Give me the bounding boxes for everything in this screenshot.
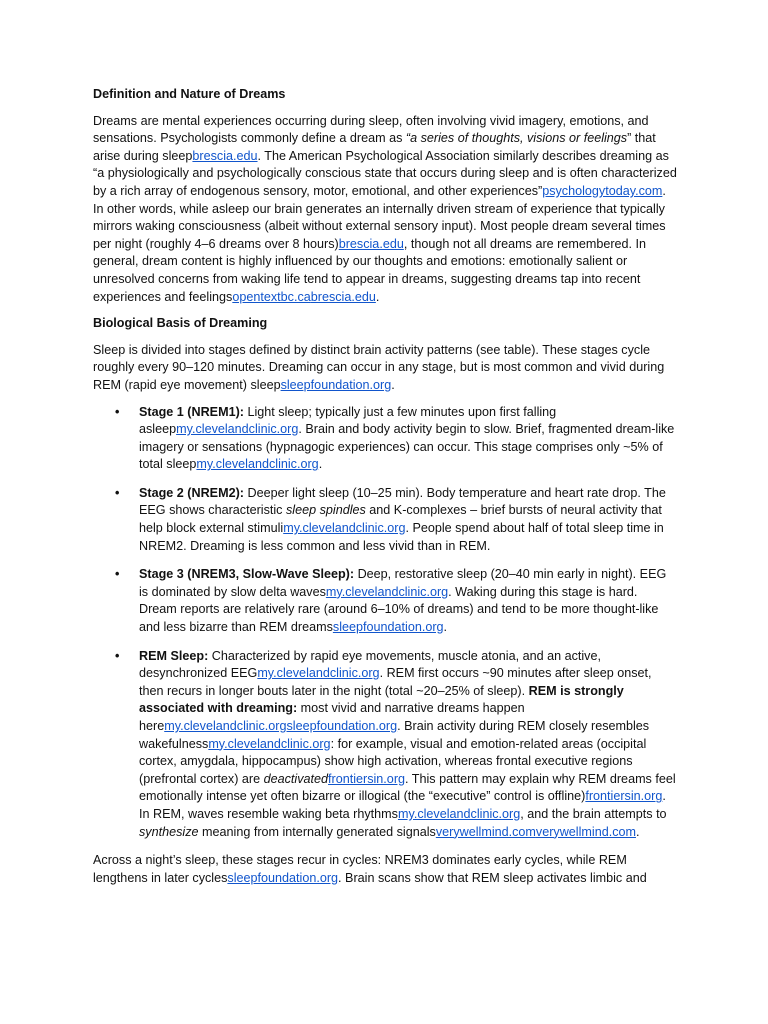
text-run: .: [318, 457, 323, 472]
text-run: most vivid and narrative dreams happen here: [139, 701, 525, 733]
citation-link-clevelandclinic[interactable]: my.clevelandclinic.org: [283, 521, 406, 536]
citation-link-clevelandclinic[interactable]: my.clevelandclinic.org: [176, 422, 299, 437]
citation-link-sleepfoundation[interactable]: sleepfoundation.org: [332, 620, 444, 635]
text-run: Deeper light sleep (10–25 min). Body temperature and heart rate drop. The EEG shows characteristic: [139, 485, 666, 518]
citation-link-brescia[interactable]: brescia.edu: [310, 289, 376, 304]
stage-label: Stage 1 (NREM1):: [139, 404, 244, 419]
text-run: .: [636, 824, 640, 839]
citation-link-psychologytoday[interactable]: psychologytoday.com: [542, 183, 663, 198]
text-run: and K-complexes – brief bursts of neural activity that help block external stimuli: [139, 503, 662, 536]
citation-link-clevelandclinic[interactable]: my.clevelandclinic.org: [397, 806, 521, 821]
text-run: . This pattern may explain why REM dreams feel emotionally intense yet often bizarre or illogical (the “executive” control is offline): [139, 771, 676, 804]
citation-link-sleepfoundation[interactable]: sleepfoundation.org: [286, 719, 398, 733]
stage-label: Stage 2 (NREM2):: [139, 485, 244, 500]
citation-link-clevelandclinic[interactable]: my.clevelandclinic.org: [257, 666, 380, 681]
text-run: . The American Psychological Association similarly describes dreaming as “a physiologically and psychologically conscious state that occurs during sleep and is often characterized by a rich array of endogenous sensory, motor, emotional, and other experiences”: [93, 148, 677, 198]
text-run: .: [375, 289, 380, 304]
list-item-stage3: [139, 566, 677, 636]
italic-term: sleep spindles: [285, 503, 366, 518]
text-run: , though not all dreams are remembered. In general, dream content is highly influenced by our thoughts and emotions: emotionally salient or unresolved concerns from waking life tend to appear in dreams, suggesting dreams tap into recent experiences and feelings: [93, 236, 647, 304]
text-run: . Waking during this stage is hard. Dream reports are relatively rare (around 6–10% of dreams) and tend to be more thought-like and less bizarre than REM dreams: [139, 584, 659, 635]
text-run: . REM first occurs ~90 minutes after sleep onset, then recurs in longer bouts later in the night (total ~20–25% of sleep).: [139, 666, 652, 698]
text-run: , and the brain attempts to: [520, 806, 667, 821]
citation-link-sleepfoundation[interactable]: sleepfoundation.org: [280, 377, 392, 392]
paragraph-sleep-stages-intro: [93, 342, 677, 395]
italic-quote: “a series of thoughts, visions or feelings: [405, 131, 628, 146]
text-run: . In other words, while asleep our brain generates an internally driven stream of experience that typically mirrors waking consciousness (albeit without external sensory input). Most people dream several times per night (roughly 4–6 dreams over 8 hours): [93, 183, 666, 251]
citation-link-frontiersin[interactable]: frontiersin.org: [328, 771, 406, 786]
citation-link-clevelandclinic[interactable]: my.clevelandclinic.org: [196, 457, 319, 472]
text-run: Light sleep; typically just a few minutes upon first falling asleep: [139, 404, 557, 437]
text-run: . Brain and body activity begin to slow. Brief, fragmented dream-like imagery or sensations (hypnagogic experiences) can occur. This stage comprises only ~5% of total sleep: [139, 422, 675, 472]
list-item-stage1: [139, 404, 677, 474]
stage-label: REM Sleep:: [139, 648, 209, 663]
citation-link-clevelandclinic[interactable]: my.clevelandclinic.org: [208, 736, 331, 751]
italic-term: deactivated: [263, 771, 329, 786]
text-run: Deep, restorative sleep (20–40 min early in night). EEG is dominated by slow delta waves: [139, 567, 667, 599]
section-heading-definition: Definition and Nature of Dreams: [93, 87, 286, 101]
list-item-stage2: [139, 485, 677, 555]
citation-link-verywellmind[interactable]: verywellmind.com: [535, 824, 636, 839]
list-item-rem: [139, 648, 677, 842]
text-run: . People spend about half of total sleep time in NREM2. Dreaming is less common and less vivid than in REM.: [139, 521, 664, 553]
text-run: ” that arise during sleep: [93, 131, 656, 163]
sleep-stage-list: [93, 404, 677, 842]
citation-link-clevelandclinic[interactable]: my.clevelandclinic.org: [164, 719, 287, 733]
text-run: Characterized by rapid eye movements, muscle atonia, and an active, desynchronized EEG: [139, 648, 601, 681]
text-run: . In REM, waves resemble waking beta rhythms: [139, 789, 666, 821]
italic-term: synthesize: [139, 824, 199, 839]
bold-emphasis: REM is strongly associated with dreaming:: [139, 683, 624, 716]
document-page: [93, 86, 677, 896]
citation-link-sleepfoundation[interactable]: sleepfoundation.org: [227, 870, 339, 885]
citation-link-clevelandclinic[interactable]: my.clevelandclinic.org: [325, 584, 449, 599]
text-run: . Brain scans show that REM sleep activates limbic and: [338, 870, 647, 885]
text-run: meaning from internally generated signals: [198, 824, 436, 839]
text-run: . Brain activity during REM closely resembles wakefulness: [139, 719, 650, 751]
citation-link-brescia[interactable]: brescia.edu: [338, 236, 404, 251]
paragraph-definition: [93, 113, 677, 307]
citation-link-frontiersin[interactable]: frontiersin.org: [585, 789, 663, 804]
citation-link-verywellmind[interactable]: verywellmind.com: [435, 824, 536, 839]
text-run: Dreams are mental experiences occurring during sleep, often involving vivid imagery, emotions, and sensations. Psychologists commonly define a dream as: [93, 113, 649, 146]
text-run: Sleep is divided into stages defined by distinct brain activity patterns (see table). These stages cycle roughly every 90–120 minutes. Dreaming can occur in any stage, but is most common and vivid during REM (rapid eye movement) sleep: [93, 342, 665, 392]
paragraph-sleep-cycles: [93, 852, 677, 887]
section-heading-biological: Biological Basis of Dreaming: [93, 316, 268, 331]
text-run: Across a night’s sleep, these stages recur in cycles: NREM3 dominates early cycles, while REM lengthens in later cycles: [93, 853, 627, 885]
citation-link-brescia[interactable]: brescia.edu: [192, 148, 258, 163]
text-run: : for example, visual and emotion-related areas (occipital cortex, amygdala, hippocampus) show high activation, whereas frontal executive regions (prefrontal cortex) are: [139, 736, 647, 786]
stage-label: Stage 3 (NREM3, Slow-Wave Sleep):: [139, 567, 355, 582]
text-run: .: [391, 377, 395, 392]
citation-link-opentextbc[interactable]: opentextbc.ca: [232, 289, 311, 304]
text-run: .: [443, 620, 448, 635]
